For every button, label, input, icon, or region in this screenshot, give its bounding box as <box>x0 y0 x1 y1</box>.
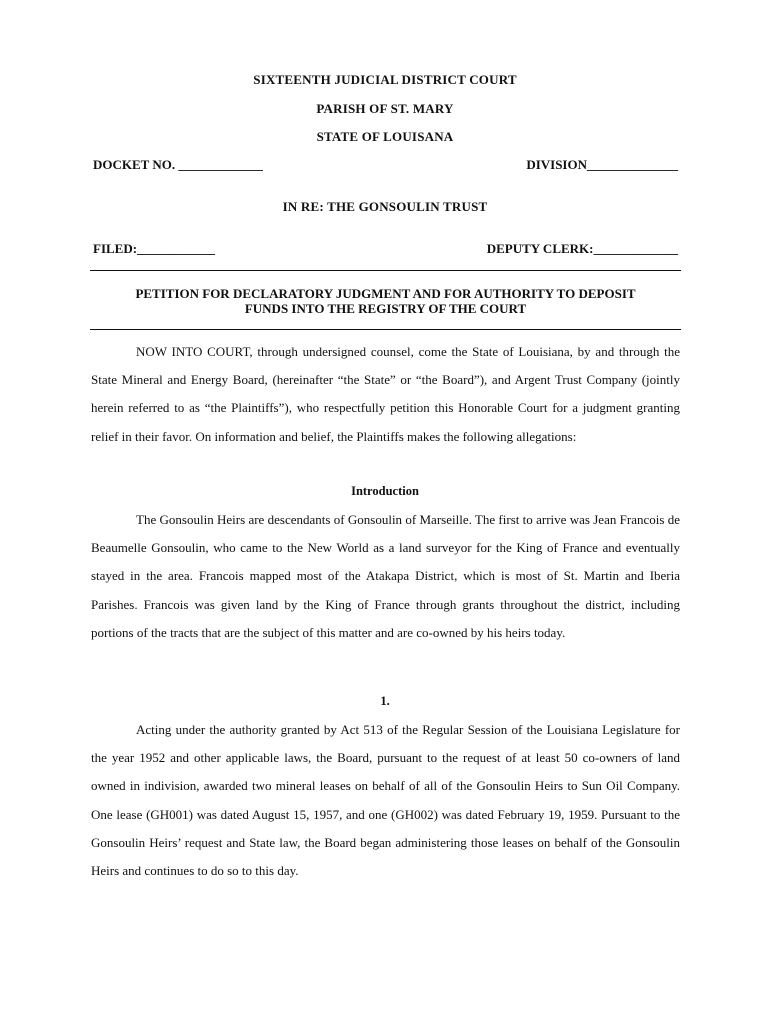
introduction-heading: Introduction <box>351 484 419 498</box>
petition-title-line1: PETITION FOR DECLARATORY JUDGMENT AND FOR AUTHORITY TO DEPOSIT <box>135 286 636 301</box>
bottom-divider <box>90 329 681 330</box>
parish-name: PARISH OF ST. MARY <box>316 101 454 116</box>
state-name: STATE OF LOUISANA <box>316 129 454 144</box>
deputy-clerk-field: DEPUTY CLERK:_____________ <box>486 241 678 256</box>
introduction-paragraph: The Gonsoulin Heirs are descendants of Gonsoulin of Marseille. The first to arrive was Jean Francois de Beaumelle Gonsoulin, who came to the New World as a land surveyor for the King of France and eventually stayed in the area. Francois mapped most of the Atakapa District, which is most of St. Martin and Iberia Parishes. Francois was given land by the King of France through grants throughout the district, including portions of the tracts that are the subject of this matter and are co-owned by his heirs today. <box>91 512 680 640</box>
docket-row <box>93 157 678 173</box>
filing-row <box>93 241 678 257</box>
petition-title <box>90 286 681 316</box>
intro-paragraph: NOW INTO COURT, through undersigned counsel, come the State of Louisiana, by and through the State Mineral and Energy Board, (hereinafter “the State” or “the Board”), and Argent Trust Company (jointly herein referred to as “the Plaintiffs”), who respectfully petition this Honorable Court for a judgment granting relief in their favor. On information and belief, the Plaintiffs makes the following allegations: <box>91 344 680 444</box>
top-divider <box>90 270 681 271</box>
division-field: DIVISION______________ <box>526 157 678 172</box>
court-name: SIXTEENTH JUDICIAL DISTRICT COURT <box>253 72 517 87</box>
petition-title-line2: FUNDS INTO THE REGISTRY OF THE COURT <box>244 301 527 316</box>
section-1-paragraph: Acting under the authority granted by Act 513 of the Regular Session of the Louisiana Legislature for the year 1952 and other applicable laws, the Board, pursuant to the request of at least 50 co-owners of land owned in indivision, awarded two mineral leases on behalf of all of the Gonsoulin Heirs to Sun Oil Company. One lease (GH001) was dated August 15, 1957, and one (GH002) was dated February 19, 1959. Pursuant to the Gonsoulin Heirs’ request and State law, the Board began administering those leases on behalf of the Gonsoulin Heirs and continues to do so to this day. <box>91 722 680 879</box>
filed-field: FILED:____________ <box>93 241 216 256</box>
section-1-heading: 1. <box>380 694 390 708</box>
docket-number-field: DOCKET NO. _____________ <box>93 157 263 172</box>
case-title: IN RE: THE GONSOULIN TRUST <box>282 199 488 214</box>
